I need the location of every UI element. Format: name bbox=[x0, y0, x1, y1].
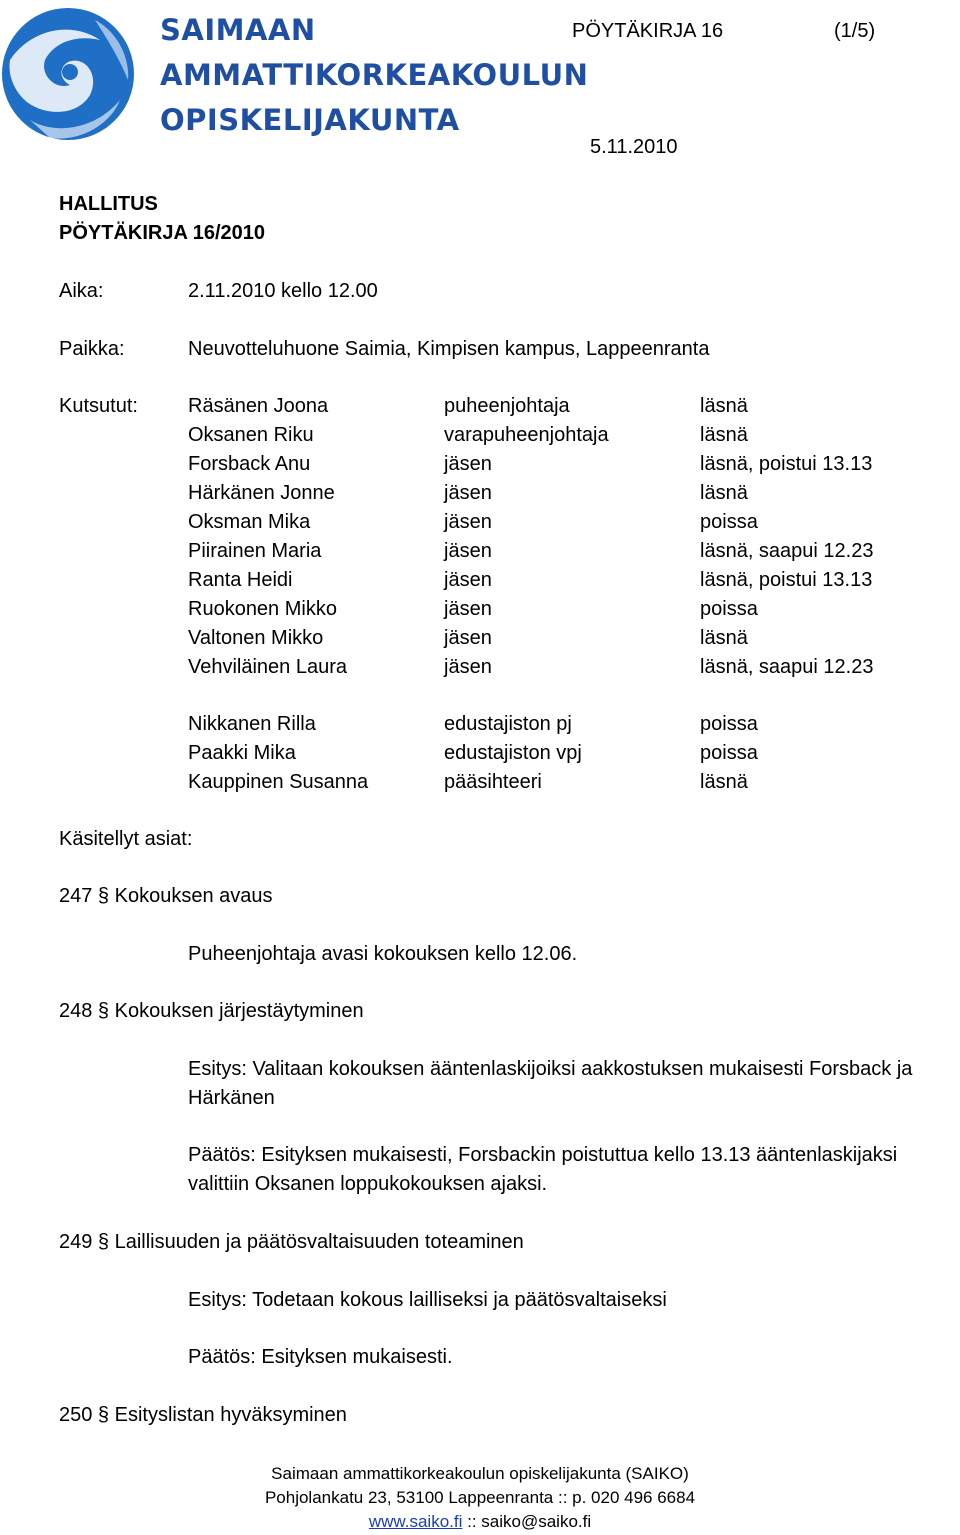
attendee-name: Forsback Anu bbox=[188, 453, 311, 475]
section-248-title: 248 § Kokouksen järjestäytyminen bbox=[59, 1000, 364, 1022]
attendee-role: jäsen bbox=[444, 540, 492, 562]
attendee-status: poissa bbox=[700, 742, 758, 764]
title-line-2: PÖYTÄKIRJA 16/2010 bbox=[59, 222, 266, 244]
attendee-status: läsnä bbox=[700, 482, 748, 504]
attendee-name: Piirainen Maria bbox=[188, 540, 322, 562]
section-248-esitys-line-1: Esitys: Valitaan kokouksen ääntenlaskijoiksi aakkostuksen mukaisesti Forsback ja bbox=[188, 1058, 913, 1080]
attendee-name: Härkänen Jonne bbox=[188, 482, 335, 504]
attendee-row bbox=[0, 537, 960, 566]
handled-items-label: Käsitellyt asiat: bbox=[59, 828, 193, 850]
org-line-3: OPISKELIJAKUNTA bbox=[160, 103, 460, 137]
section-249-paatos: Päätös: Esityksen mukaisesti. bbox=[188, 1346, 453, 1368]
attendee-role: jäsen bbox=[444, 656, 492, 678]
attendee-name: Oksman Mika bbox=[188, 511, 311, 533]
attendee-row bbox=[0, 421, 960, 450]
attendee-name: Nikkanen Rilla bbox=[188, 713, 316, 735]
attendee-name: Kauppinen Susanna bbox=[188, 771, 369, 793]
aika-label: Aika: bbox=[59, 280, 104, 302]
paikka-label: Paikka: bbox=[59, 338, 125, 360]
section-248-paatos-line-1: Päätös: Esityksen mukaisesti, Forsbackin poistuttua kello 13.13 ääntenlaskijaksi bbox=[188, 1144, 898, 1166]
aika-value: 2.11.2010 kello 12.00 bbox=[188, 280, 378, 302]
other-attendee-row bbox=[0, 768, 960, 797]
attendee-status: poissa bbox=[700, 713, 758, 735]
footer-email: :: saiko@saiko.fi bbox=[462, 1512, 592, 1531]
attendee-row bbox=[0, 624, 960, 653]
attendee-name: Räsänen Joona bbox=[188, 395, 329, 417]
attendee-status: läsnä, poistui 13.13 bbox=[700, 569, 873, 591]
attendee-name: Ruokonen Mikko bbox=[188, 598, 337, 620]
attendee-role: jäsen bbox=[444, 627, 492, 649]
attendee-name: Paakki Mika bbox=[188, 742, 296, 764]
footer-contact bbox=[0, 1510, 960, 1534]
doc-date: 5.11.2010 bbox=[590, 136, 678, 158]
attendee-row bbox=[0, 595, 960, 624]
attendee-status: läsnä bbox=[700, 395, 748, 417]
attendee-name: Vehviläinen Laura bbox=[188, 656, 348, 678]
section-248-esitys-line-2: Härkänen bbox=[188, 1087, 275, 1109]
attendee-status: läsnä, saapui 12.23 bbox=[700, 540, 874, 562]
section-247-title: 247 § Kokouksen avaus bbox=[59, 885, 273, 907]
attendee-row bbox=[0, 479, 960, 508]
attendee-status: läsnä, poistui 13.13 bbox=[700, 453, 873, 475]
attendee-status: läsnä bbox=[700, 424, 748, 446]
attendee-status: läsnä bbox=[700, 771, 748, 793]
section-249-esitys: Esitys: Todetaan kokous lailliseksi ja päätösvaltaiseksi bbox=[188, 1289, 667, 1311]
kutsutut-label: Kutsutut: bbox=[59, 395, 138, 417]
doc-type: PÖYTÄKIRJA 16 bbox=[572, 20, 724, 42]
attendee-row bbox=[0, 392, 960, 421]
section-249-title: 249 § Laillisuuden ja päätösvaltaisuuden toteaminen bbox=[59, 1231, 524, 1253]
attendee-status: poissa bbox=[700, 511, 758, 533]
attendee-name: Ranta Heidi bbox=[188, 569, 293, 591]
attendee-status: läsnä, saapui 12.23 bbox=[700, 656, 874, 678]
title-line-1: HALLITUS bbox=[59, 193, 158, 215]
attendee-name: Valtonen Mikko bbox=[188, 627, 324, 649]
attendee-row bbox=[0, 566, 960, 595]
attendee-role: edustajiston vpj bbox=[444, 742, 582, 764]
attendee-role: pääsihteeri bbox=[444, 771, 542, 793]
attendee-row bbox=[0, 450, 960, 479]
org-line-2: AMMATTIKORKEAKOULUN bbox=[160, 58, 589, 92]
organization-name bbox=[160, 8, 588, 143]
footer-org: Saimaan ammattikorkeakoulun opiskelijakunta (SAIKO) bbox=[271, 1464, 689, 1483]
attendee-role: edustajiston pj bbox=[444, 713, 572, 735]
attendee-status: läsnä bbox=[700, 627, 748, 649]
footer-address: Pohjolankatu 23, 53100 Lappeenranta :: p. 020 496 6684 bbox=[264, 1488, 696, 1507]
section-248-paatos-line-2: valittiin Oksanen loppukokouksen ajaksi. bbox=[188, 1173, 548, 1195]
attendee-role: jäsen bbox=[444, 598, 492, 620]
attendee-status: poissa bbox=[700, 598, 758, 620]
other-attendee-row bbox=[0, 710, 960, 739]
attendee-role: puheenjohtaja bbox=[444, 395, 570, 417]
attendee-role: jäsen bbox=[444, 453, 492, 475]
org-line-1: SAIMAAN bbox=[160, 13, 316, 47]
saiko-logo bbox=[0, 0, 136, 148]
attendee-role: jäsen bbox=[444, 482, 492, 504]
paikka-value: Neuvotteluhuone Saimia, Kimpisen kampus, Lappeenranta bbox=[188, 338, 710, 360]
attendee-role: varapuheenjohtaja bbox=[444, 424, 609, 446]
attendee-role: jäsen bbox=[444, 569, 492, 591]
page-number: (1/5) bbox=[834, 20, 876, 42]
attendee-row bbox=[0, 508, 960, 537]
attendee-name: Oksanen Riku bbox=[188, 424, 314, 446]
other-attendee-row bbox=[0, 739, 960, 768]
section-250-title: 250 § Esityslistan hyväksyminen bbox=[59, 1404, 347, 1426]
website-link[interactable]: www.saiko.fi bbox=[368, 1512, 463, 1531]
section-247-text: Puheenjohtaja avasi kokouksen kello 12.06. bbox=[188, 943, 578, 965]
attendee-row bbox=[0, 653, 960, 682]
attendee-role: jäsen bbox=[444, 511, 492, 533]
